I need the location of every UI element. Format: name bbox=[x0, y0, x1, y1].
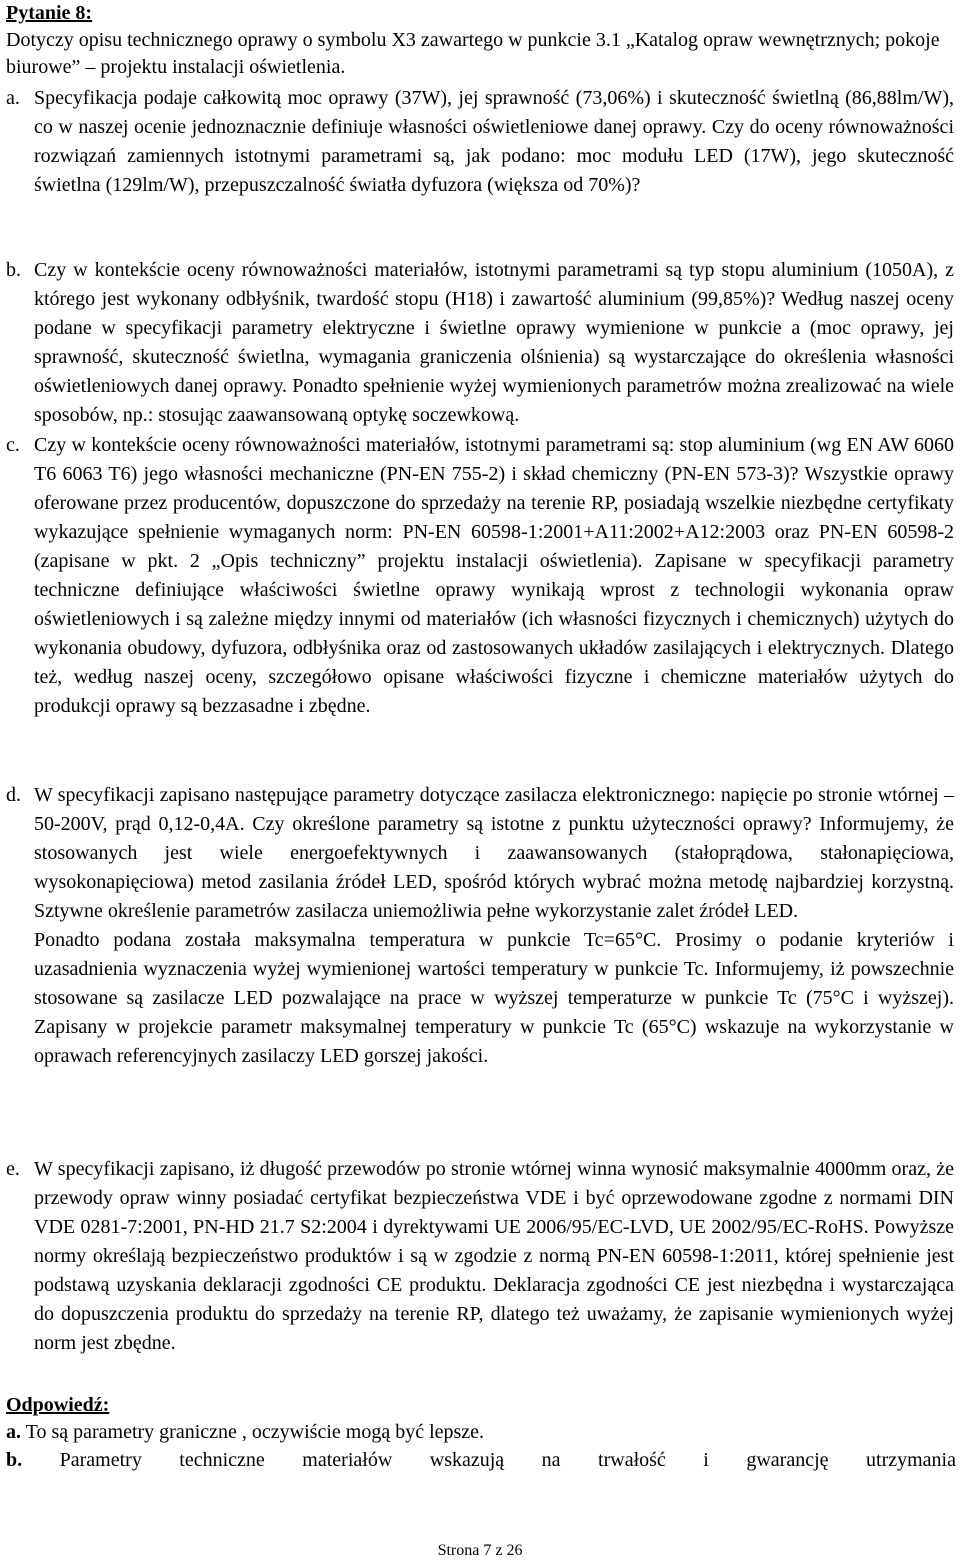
question-item-d bbox=[6, 781, 956, 1071]
answer-letter: a. bbox=[6, 1421, 21, 1443]
item-text-continued: Ponadto podana została maksymalna temperatura w punkcie Tc=65°C. Prosimy o podanie kryteriów i uzasadnienia wyznaczenia wyżej wymienionej wartości temperatury w punkcie Tc. Informujemy, iż powszechnie stosowane są zasilacze LED pozwalające na prace w wyższej temperaturze w punkcie Tc (75°C i wyższej). Zapisany w projekcie parametr maksymalnej temperatury w punkcie Tc (65°C) wskazuje na wykorzystanie w oprawach referencyjnych zasilaczy LED gorszej jakości. bbox=[34, 929, 954, 1067]
question-heading: Pytanie 8: bbox=[6, 2, 93, 24]
question-item-b bbox=[6, 256, 956, 430]
item-letter: c. bbox=[6, 434, 20, 456]
page-number: Strona 7 z 26 bbox=[437, 1542, 523, 1559]
item-text: W specyfikacji zapisano, iż długość przewodów po stronie wtórnej winna wynosić maksymalnie 4000mm oraz, że przewody opraw winny posiadać certyfikat bezpieczeństwa VDE i być oprzewodowane zgodne z normami DIN VDE 0281-7:2001, PN-HD 21.7 S2:2004 i dyrektywami UE 2006/95/EC-LVD, UE 2002/95/EC-RoHS. Powyższe normy określają bezpieczeństwo produktów i są w zgodzie z normą PN-EN 60598-1:2011, której spełnienie jest podstawą uzyskania deklaracji zgodności CE produktu. Deklaracja zgodności CE jest niezbędna i wystarczająca do dopuszczenia produktu do sprzedaży na terenie RP, dlatego też uważamy, że zapisanie wymienionych wyżej norm jest zbędne. bbox=[34, 1158, 954, 1354]
item-text: Specyfikacja podaje całkowitą moc oprawy (37W), jej sprawność (73,06%) i skuteczność świetlną (86,88lm/W), co w naszej ocenie jednoznacznie definiuje własności oświetleniowe danej oprawy. Czy do oceny równoważności rozwiązań zamiennych istotnymi parametrami są, jak podano: moc modułu LED (17W), jego skuteczność świetlna (129lm/W), przepuszczalność światła dyfuzora (większa od 70%)? bbox=[34, 87, 954, 196]
question-item-e bbox=[6, 1155, 956, 1358]
answer-item-a bbox=[6, 1418, 956, 1447]
item-letter: e. bbox=[6, 1158, 20, 1180]
item-text-block bbox=[34, 781, 954, 1071]
question-item-a bbox=[6, 84, 956, 200]
item-letter: d. bbox=[6, 784, 21, 806]
answer-text: To są parametry graniczne , oczywiście mogą być lepsze. bbox=[25, 1421, 485, 1443]
item-text: Czy w kontekście oceny równoważności materiałów, istotnymi parametrami są typ stopu aluminium (1050A), z którego jest wykonany odbłyśnik, twardość stopu (H18) i zawartość aluminium (99,85%)? Według naszej oceny podane w specyfikacji parametry elektryczne i świetlne oprawy wymienione w punkcie a (moc oprawy, jej sprawność, skuteczność świetlna, wymagania graniczenia olśnienia) są wystarczające do określenia własności oświetleniowych danej oprawy. Ponadto spełnienie wyżej wymienionych parametrów można zrealizować na wiele sposobów, np.: stosując zaawansowaną optykę soczewkową. bbox=[34, 259, 954, 426]
question-intro: Dotyczy opisu technicznego oprawy o symbolu X3 zawartego w punkcie 3.1 „Katalog opraw wewnętrznych; pokoje biurowe” – projektu instalacji oświetlenia. bbox=[6, 29, 940, 78]
answer-letter: b. bbox=[6, 1449, 23, 1471]
answer-heading: Odpowiedź: bbox=[6, 1394, 110, 1416]
answer-item-b bbox=[6, 1446, 956, 1475]
item-letter: a. bbox=[6, 87, 20, 109]
item-text: Czy w kontekście oceny równoważności materiałów, istotnymi parametrami są: stop aluminium (wg EN AW 6060 T6 6063 T6) jego własności mechaniczne (PN-EN 755-2) i skład chemiczny (PN-EN 573-3)? Wszystkie oprawy oferowane przez producentów, dopuszczone do sprzedaży na terenie RP, posiadają wszelkie niezbędne certyfikaty wykazujące spełnienie wymaganych norm: PN-EN 60598-1:2001+A11:2002+A12:2003 oraz PN-EN 60598-2 (zapisane w pkt. 2 „Opis techniczny” projektu instalacji oświetlenia). Zapisane w specyfikacji parametry techniczne definiujące właściwości świetlne oprawy wynikają wprost z technologii wykonania opraw oświetleniowych i są zależne między innymi od materiałów (ich własności fizycznych i chemicznych) użytych do wykonania obudowy, dyfuzora, odbłyśnika oraz od zastosowanych układów zasilających i elektrycznych. Dlatego też, według naszej oceny, szczegółowo opisane właściwości fizyczne i chemiczne materiałów użytych do produkcji oprawy są bezzasadne i zbędne. bbox=[34, 434, 954, 717]
question-item-c bbox=[6, 431, 956, 721]
item-text: W specyfikacji zapisano następujące parametry dotyczące zasilacza elektronicznego: napięcie po stronie wtórnej – 50-200V, prąd 0,12-0,4A. Czy określone parametry są istotne z punktu użyteczności oprawy? Informujemy, że stosowanych jest wiele energoefektywnych i zaawansowanych (stałoprądowa, stałonapięciowa, wysokonapięciowa) metod zasilania źródeł LED, spośród których wybrać można metodę najbardziej korzystną. Sztywne określenie parametrów zasilacza uniemożliwia pełne wykorzystanie zalet źródeł LED. bbox=[34, 784, 954, 922]
item-letter: b. bbox=[6, 259, 21, 281]
answer-text: Parametry techniczne materiałów wskazują na trwałość i gwarancję utrzymania bbox=[59, 1449, 956, 1471]
